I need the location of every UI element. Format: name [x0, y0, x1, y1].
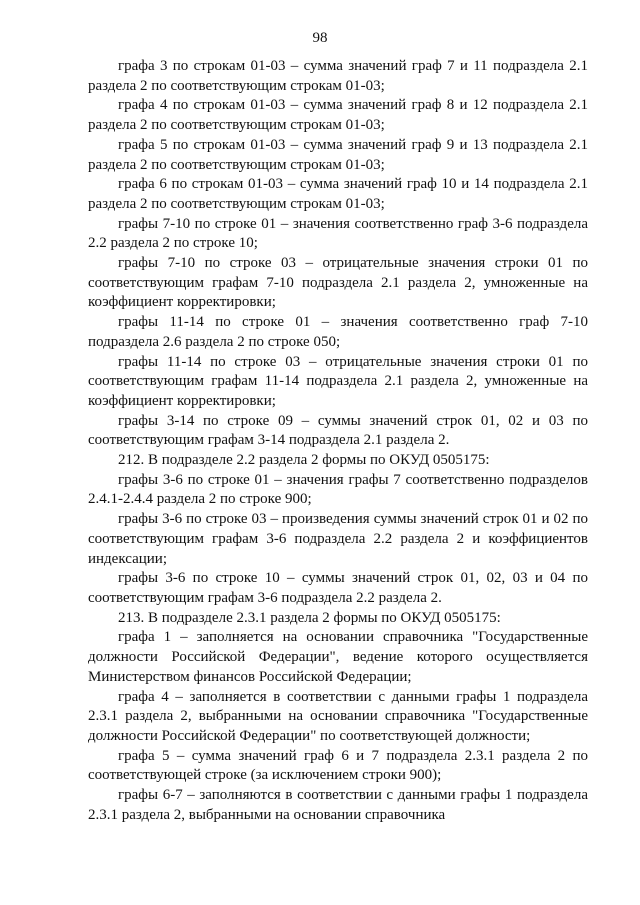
document-body: [88, 57, 588, 825]
paragraph: графы 7-10 по строке 01 – значения соответственно граф 3-6 подраздела 2.2 раздела 2 по строке 10;: [88, 215, 588, 252]
paragraph: графы 11-14 по строке 03 – отрицательные значения строки 01 по соответствующим графам 11-14 подраздела 2.1 раздела 2, умноженные на коэффициент корректировки;: [88, 353, 588, 409]
paragraph: графа 6 по строкам 01-03 – сумма значений граф 10 и 14 подраздела 2.1 раздела 2 по соответствующим строкам 01-03;: [88, 176, 588, 212]
paragraph: графы 7-10 по строке 03 – отрицательные значения строки 01 по соответствующим графам 7-10 подраздела 2.1 раздела 2, умноженные на коэффициент корректировки;: [88, 255, 588, 311]
paragraph: графы 6-7 – заполняются в соответствии с данными графы 1 подраздела 2.3.1 раздела 2, выбранными на основании справочника: [88, 787, 588, 823]
paragraph: графа 4 – заполняется в соответствии с данными графы 1 подраздела 2.3.1 раздела 2, выбранными на основании справочника "Государственные должности Российской Федерации" по соответствующей должности;: [88, 688, 588, 744]
paragraph: графы 3-6 по строке 10 – суммы значений строк 01, 02, 03 и 04 по соответствующим графам 3-6 подраздела 2.2 раздела 2.: [88, 570, 588, 606]
section-heading-212: 212. В подразделе 2.2 раздела 2 формы по ОКУД 0505175:: [118, 452, 490, 469]
paragraph: графы 3-6 по строке 03 – произведения суммы значений строк 01 и 02 по соответствующим графам 3-6 подраздела 2.2 раздела 2 и коэффициентов индексации;: [88, 511, 588, 567]
paragraph: графа 5 – сумма значений граф 6 и 7 подраздела 2.3.1 раздела 2 по соответствующей строке (за исключением строки 900);: [88, 747, 588, 784]
paragraph: графа 4 по строкам 01-03 – сумма значений граф 8 и 12 подраздела 2.1 раздела 2 по соответствующим строкам 01-03;: [88, 97, 588, 134]
page-number: 98: [312, 30, 328, 46]
section-heading-213: 213. В подразделе 2.3.1 раздела 2 формы по ОКУД 0505175:: [118, 609, 501, 626]
paragraph: графа 3 по строкам 01-03 – сумма значений граф 7 и 11 подраздела 2.1 раздела 2 по соответствующим строкам 01-03;: [88, 58, 588, 94]
paragraph: графы 3-6 по строке 01 – значения графы 7 соответственно подразделов 2.4.1-2.4.4 раздела 2 по строке 900;: [88, 471, 588, 508]
paragraph: графа 5 по строкам 01-03 – сумма значений граф 9 и 13 подраздела 2.1 раздела 2 по соответствующим строкам 01-03;: [88, 136, 588, 173]
paragraph: графы 11-14 по строке 01 – значения соответственно граф 7-10 подраздела 2.6 раздела 2 по строке 050;: [88, 314, 588, 350]
paragraph: графы 3-14 по строке 09 – суммы значений строк 01, 02 и 03 по соответствующим графам 3-14 подраздела 2.1 раздела 2.: [88, 412, 588, 449]
paragraph: графа 1 – заполняется на основании справочника "Государственные должности Российской Федерации", ведение которого осуществляется Министерством финансов Российской Федерации;: [88, 629, 588, 685]
